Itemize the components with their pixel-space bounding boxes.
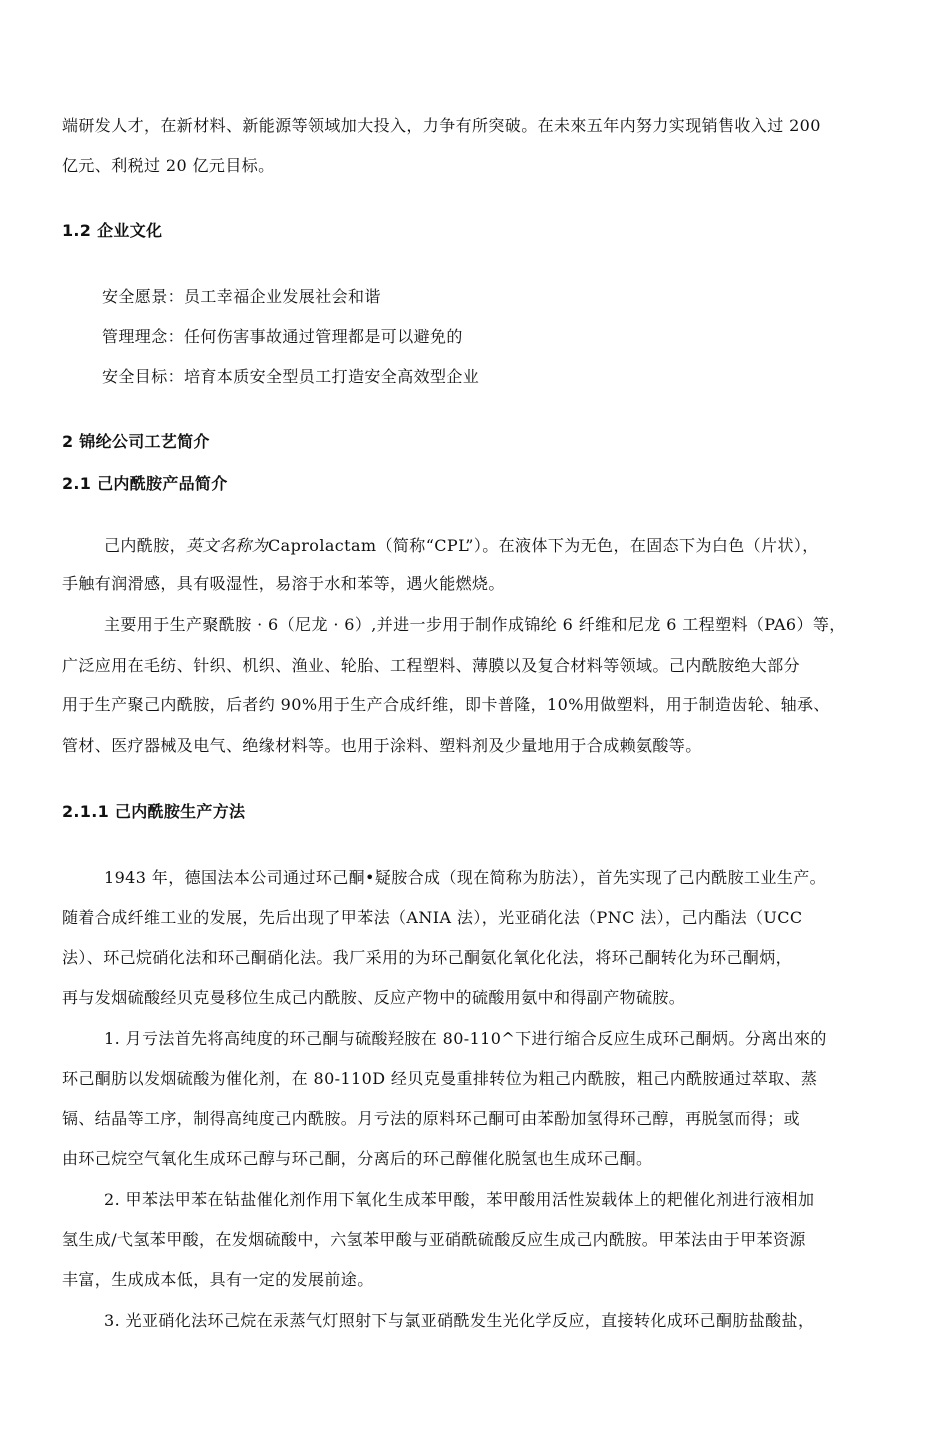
- section-heading: 2 锦纶公司工艺简介: [62, 432, 210, 451]
- paragraph-line: 主要用于生产聚酰胺 · 6（尼龙 · 6）,并进一步用于制作成锦纶 6 纤维和尼龙 6 工程塑料（PA6）等，: [104, 615, 846, 634]
- paragraph-line: 管材、医疗器械及电气、绝缘材料等。也用于涂料、塑料剂及少量地用于合成赖氨酸等。: [62, 736, 702, 755]
- paragraph-line: 随着合成纤维工业的发展，先后出现了甲苯法（ANIA 法），光亚硝化法（PNC 法），己内酯法（UCC: [62, 908, 803, 927]
- paragraph-line: 镉、结晶等工序，制得高纯度己内酰胺。月亏法的原料环己酮可由苯酚加氢得环己醇，再脱氢而得；或: [62, 1109, 801, 1128]
- text-run: 己内酰胺，: [104, 536, 187, 555]
- paragraph-line: 1943 年，德国法本公司通过环己酮•疑胺合成（现在简称为肪法），首先实现了己内酰胺工业生产。: [104, 868, 827, 887]
- paragraph-line: 再与发烟硫酸经贝克曼移位生成己内酰胺、反应产物中的硫酸用氨中和得副产物硫胺。: [62, 988, 686, 1007]
- paragraph-line: 亿元、利税过 20 亿元目标。: [62, 156, 275, 175]
- culture-item: 安全目标：培育本质安全型员工打造安全高效型企业: [102, 367, 480, 386]
- paragraph-line: 由环己烷空气氧化生成环己醇与环己酮，分离后的环己醇催化脱氢也生成环己酮。: [62, 1149, 653, 1168]
- paragraph-line: 端研发人才，在新材料、新能源等领域加大投入，力争有所突破。在未來五年内努力实现销售收入过 200: [62, 116, 821, 135]
- culture-item: 安全愿景：员工幸福企业发展社会和谐: [102, 287, 381, 306]
- list-item-line: 2. 甲苯法甲苯在钻盐催化剂作用下氧化生成苯甲酸，苯甲酸用活性炭载体上的耙催化剂进行液相加: [104, 1190, 815, 1209]
- paragraph-line: 法）、环己烷硝化法和环己酮硝化法。我厂采用的为环己酮氨化氧化化法，将环己酮转化为环己酮炳，: [62, 948, 793, 967]
- section-heading: 2.1 己内酰胺产品简介: [62, 474, 228, 493]
- paragraph-line: 用于生产聚己内酰胺，后者约 90%用于生产合成纤维，即卡普隆，10%用做塑料，用于制造齿轮、轴承、: [62, 695, 830, 714]
- paragraph-line: 环己酮肪以发烟硫酸为催化剂，在 80-110D 经贝克曼重排转位为粗己内酰胺，粗己内酰胺通过萃取、蒸: [62, 1069, 818, 1088]
- italic-text-run: 英文名称为: [186, 536, 269, 555]
- section-heading: 1.2 企业文化: [62, 221, 163, 240]
- paragraph-line: 广泛应用在毛纺、针织、机织、渔业、轮胎、工程塑料、薄膜以及复合材料等领域。己内酰胺绝大部分: [62, 656, 801, 675]
- culture-item: 管理理念：任何伤害事故通过管理都是可以避免的: [102, 327, 463, 346]
- paragraph-line: 手触有润滑感，具有吸湿性，易溶于水和苯等，遇火能燃烧。: [62, 574, 505, 593]
- text-run: Caprolactam（简称“CPL”）。在液体下为无色，在固态下为白色（片状），: [268, 536, 819, 555]
- section-heading: 2.1.1 己内酰胺生产方法: [62, 802, 246, 821]
- paragraph-line: 氢生成/弋氢苯甲酸，在发烟硫酸中，六氢苯甲酸与亚硝酰硫酸反应生成己内酰胺。甲苯法由于甲苯资源: [62, 1230, 806, 1249]
- list-item-line: 1. 月亏法首先将高纯度的环己酮与硫酸羟胺在 80-110^下进行缩合反应生成环己酮炳。分离出來的: [104, 1029, 827, 1048]
- paragraph-line: 丰富，生成成本低，具有一定的发展前途。: [62, 1270, 374, 1289]
- list-item-line: 3. 光亚硝化法环己烷在汞蒸气灯照射下与氯亚硝酰发生光化学反应，直接转化成环己酮肪盐酸盐，: [104, 1311, 815, 1330]
- paragraph-line: [104, 535, 890, 557]
